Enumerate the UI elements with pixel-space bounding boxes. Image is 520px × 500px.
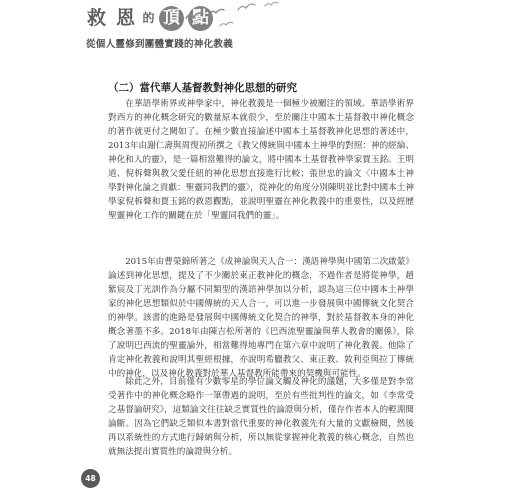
section-heading: （二）當代華人基督教對神化思想的研究	[108, 82, 297, 94]
title-char-4: 頂	[159, 6, 184, 31]
page-number-badge: 48	[81, 469, 100, 488]
body-paragraph: 在華語學術界或神學家中，神化教義是一個極少被關注的領域。華語學術界對西方的神化概念研究的數量原本就很少，至於關注中國本土基督教中神化概念的著作就更付之闕如了。在極少數直接論述中國本土基督教神化思想的著述中，2013年由謝仁壽與周復初所撰之《教父傳統與中國本土神學的對照：神的經綸、神化和人的靈》，是一篇相當難得的論文，將中國本土基督教神學家賈玉銘、王明道、倪柝聲與教父愛任紐的神化思想直接進行比較；張世忠的論文〈中國本土神學對神化論之貢獻：聖靈同我們的靈〉，從神化的角度分別陳明並比對中國本土神學家倪柝聲和賈玉銘的救恩觀點，並說明聖靈在神化教義中的重要性，以及經歷聖靈神化工作的關鍵在於「聖靈同我們的靈」。	[108, 99, 414, 222]
flying-birds-icon	[180, 0, 290, 36]
body-paragraph: 2015年由曹榮錦所著之《成神論與天人合一：漢語神學與中國第二次啟蒙》論述到神化思想，提及了不少關於東正教神化的概念，不過作者是將從神學，趙紫宸及丁光訓作為分屬不同類型的漢語神學加以分析，認為這三位中國本土神學家的神化思想類似於中國傳統的天人合一，可以進一步發展與中國傳統文化契合的神學。該書的進路是發展與中國傳統文化契合的神學，對於基督教本身的神化概念著墨不多。2018年由陳吉松所著的《巴西流聖靈論與華人教會的關係》，除了說明巴西流的聖靈論外，相當難得地專門在第六章中說明了神化教義。他除了肯定神化教義和說明其聖經根據，亦說明希臘教父、東正教、敦利亞與拉丁傳統中的神化，以及神化教義對於華人基督教所能帶來的契機與可能性。	[108, 257, 414, 380]
title-char-5: 點	[188, 6, 213, 31]
running-subtitle: 從個人靈修到團體實踐的神化教義	[86, 39, 234, 50]
title-char-3: 的	[142, 10, 155, 25]
body-paragraph: 除此之外，目前僅有少數零星的學位論文觸及神化的議題，大多僅是對李常受著作中的神化概念略作一筆帶過的說明，至於有些批判性的論文，如《李常受之基督論研究》，這類論文往往缺乏實質性的論證與分析，僅存作者本人的輕淵閱論斷。因為它們缺乏類似本書對當代重要的神化教義先有大量的文獻檢閱，然後再以系統性的方式進行歸納與分析，所以無從掌握神化教義的核心概念，自然也就無法提出實質性的論證與分析。	[108, 377, 414, 458]
title-char-2: 恩	[115, 6, 135, 29]
title-char-1: 救	[86, 6, 106, 29]
